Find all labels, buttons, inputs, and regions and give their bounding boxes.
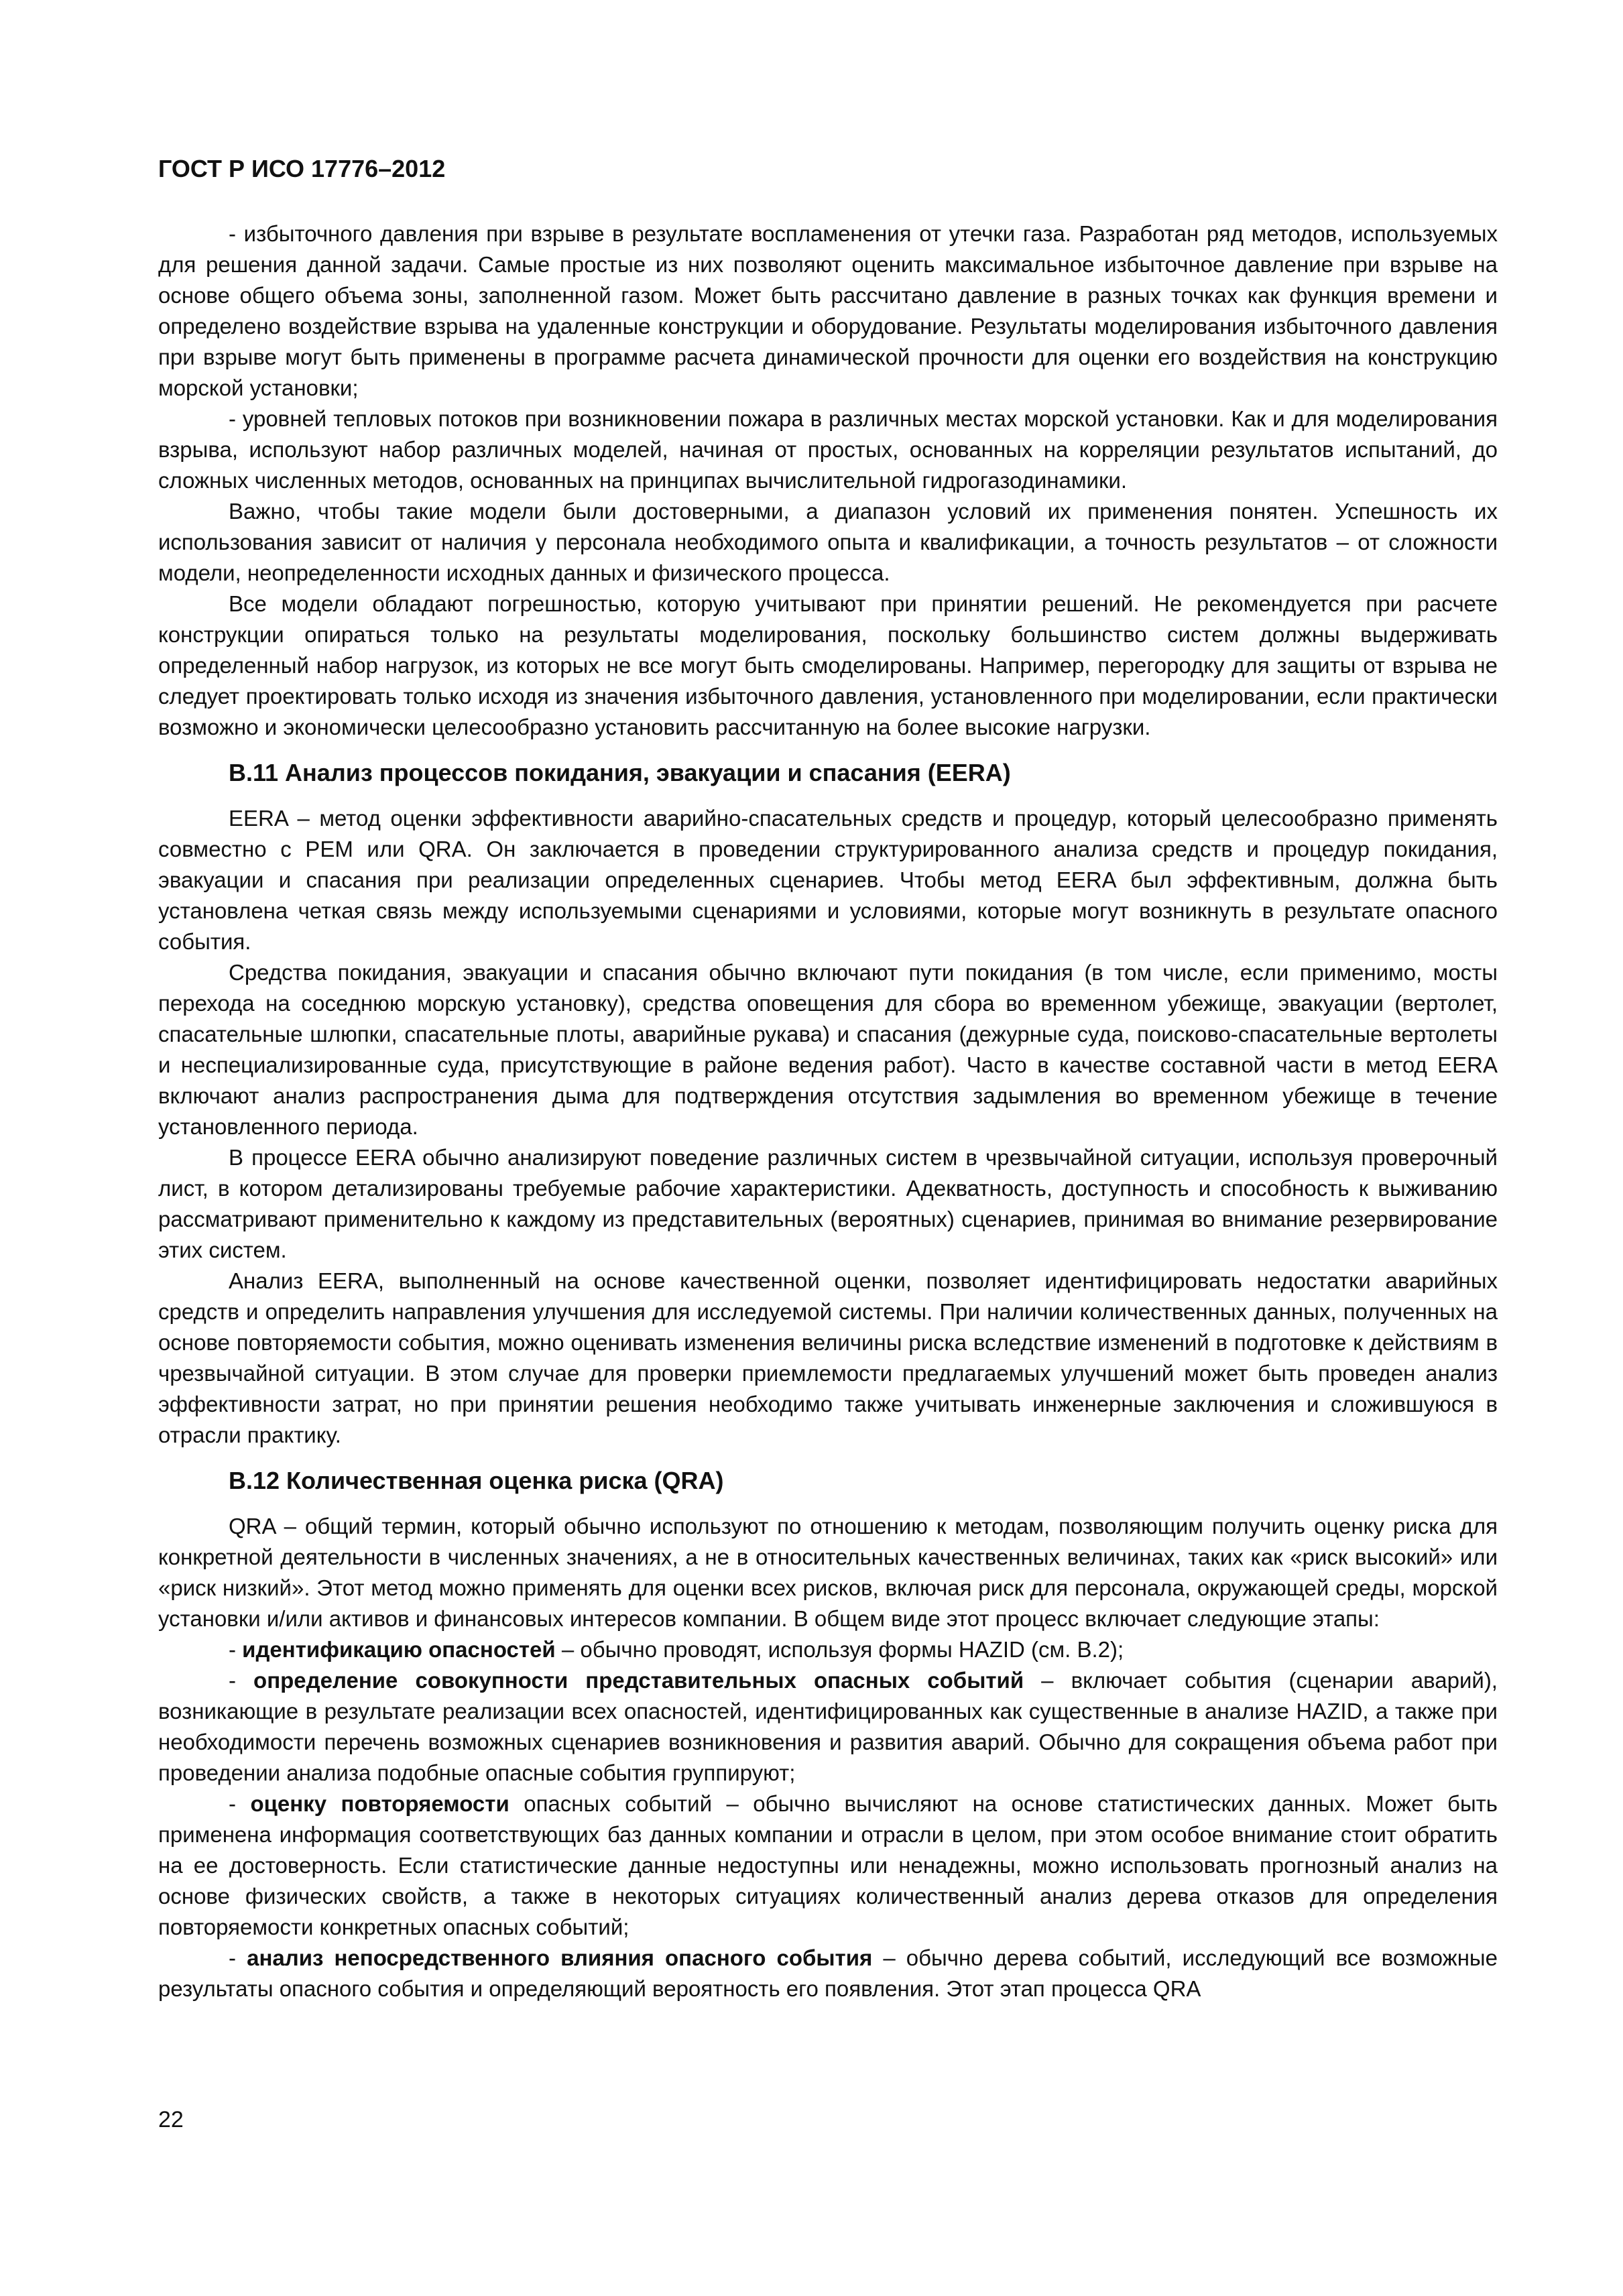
list-item-term: анализ непосредственного влияния опасного события — [247, 1945, 873, 1970]
list-item-term: определение совокупности представительных опасных событий — [253, 1668, 1024, 1693]
paragraph: - уровней тепловых потоков при возникновении пожара в различных местах морской установки. Как и для моделирования взрыва, используют набор различных моделей, начиная от простых, основанных на корреляции результатов испытаний, до сложных численных методов, основанных на принципах вычислительной гидрогазодинамики. — [158, 406, 1498, 493]
paragraph: EERA – метод оценки эффективности аварийно-спасательных средств и процедур, который целесообразно применять совместно с PEM или QRA. Он заключается в проведении структурированного анализа средств и процедур покидания, эвакуации и спасания при реализации определенных сценариев. Чтобы метод EERA был эффективным, должна быть установлена четкая связь между используемыми сценариями и условиями, которые могут возникнуть в результате опасного события. — [158, 806, 1498, 954]
paragraph: Важно, чтобы такие модели были достоверными, а диапазон условий их применения понятен. Успешность их использования зависит от наличия у персонала необходимого опыта и квалификации, а точность результатов – от сложности модели, неопределенности исходных данных и физического процесса. — [158, 499, 1498, 585]
list-item-term: оценку повторяемости — [250, 1791, 509, 1816]
list-item-text: – обычно дерева событий, исследующий все возможные результаты опасного события и определяющий вероятность его появления. Этот этап процесса QRA — [158, 1945, 1498, 2001]
list-item — [158, 1789, 1498, 1943]
section-title-b12: B.12 Количественная оценка риска (QRA) — [229, 1467, 724, 1494]
list-item-text: – включает события (сценарии аварий), возникающие в результате реализации всех опасностей, идентифицированных как существенные в анализе HAZID, а также при необходимости перечень возможных сценариев возникновения и развития аварий. Обычно для сокращения объема работ при проведении анализа подобные опасные события группируют; — [158, 1668, 1498, 1785]
paragraph: QRA – общий термин, который обычно используют по отношению к методам, позволяющим получить оценку риска для конкретной деятельности в численных значениях, а не в относительных качественных величинах, таких как «риск высокий» или «риск низкий». Этот метод можно применять для оценки всех рисков, включая риск для персонала, окружающей среды, морской установки и/или активов и финансовых интересов компании. В общем виде этот процесс включает следующие этапы: — [158, 1514, 1498, 1631]
document-page — [158, 154, 1498, 2004]
list-item — [158, 1634, 1498, 1665]
section-title-b11: B.11 Анализ процессов покидания, эвакуации и спасания (EERA) — [229, 759, 1011, 786]
list-dash: - — [229, 1791, 251, 1816]
list-dash: - — [229, 1637, 243, 1662]
paragraph: Все модели обладают погрешностью, которую учитывают при принятии решений. Не рекомендуется при расчете конструкции опираться только на результаты моделирования, поскольку большинство систем должны выдерживать определенный набор нагрузок, из которых не все могут быть смоделированы. Например, перегородку для защиты от взрыва не следует проектировать только исходя из значения избыточного давления, установленного при моделировании, если практически возможно и экономически целесообразно установить рассчитанную на более высокие нагрузки. — [158, 591, 1498, 739]
list-item — [158, 1665, 1498, 1789]
list-dash: - — [229, 1668, 254, 1693]
list-item-text: – обычно проводят, используя формы HAZID (см. B.2); — [555, 1637, 1124, 1662]
paragraph: Анализ EERA, выполненный на основе качественной оценки, позволяет идентифицировать недостатки аварийных средств и определить направления улучшения для исследуемой системы. При наличии количественных данных, полученных на основе повторяемости события, можно оценивать изменения величины риска вследствие изменений в подготовке к действиям в чрезвычайной ситуации. В этом случае для проверки приемлемости предлагаемых улучшений может быть проведен анализ эффективности затрат, но при принятии решения необходимо также учитывать инженерные заключения и сложившуюся в отрасли практику. — [158, 1268, 1498, 1447]
paragraph: - избыточного давления при взрыве в результате воспламенения от утечки газа. Разработан ряд методов, используемых для решения данной задачи. Самые простые из них позволяют оценить максимальное избыточное давление при взрыве на основе общего объема зоны, заполненной газом. Может быть рассчитано давление в разных точках как функция времени и определено воздействие взрыва на удаленные конструкции и оборудование. Результаты моделирования избыточного давления при взрыве могут быть применены в программе расчета динамической прочности для оценки его воздействия на конструкцию морской установки; — [158, 221, 1498, 400]
paragraph: Средства покидания, эвакуации и спасания обычно включают пути покидания (в том числе, если применимо, мосты перехода на соседнюю морскую установку), средства оповещения для сбора во временном убежище, эвакуации (вертолет, спасательные шлюпки, спасательные плоты, аварийные рукава) и спасания (дежурные суда, поисково-спасательные вертолеты и неспециализированные суда, присутствующие в районе ведения работ). Часто в качестве составной части в метод EERA включают анализ распространения дыма для подтверждения отсутствия задымления во временном убежище в течение установленного периода. — [158, 960, 1498, 1139]
list-item-term: идентификацию опасностей — [242, 1637, 556, 1662]
paragraph: В процессе EERA обычно анализируют поведение различных систем в чрезвычайной ситуации, используя проверочный лист, в котором детализированы требуемые рабочие характеристики. Адекватность, доступность и способность к выживанию рассматривают применительно к каждому из представительных (вероятных) сценариев, принимая во внимание резервирование этих систем. — [158, 1145, 1498, 1262]
list-item-text: опасных событий – обычно вычисляют на основе статистических данных. Может быть применена информация соответствующих баз данных компании и отрасли в целом, при этом особое внимание стоит обратить на ее достоверность. Если статистические данные недоступны или ненадежны, можно использовать прогнозный анализ на основе физических свойств, а также в некоторых ситуациях количественный анализ дерева отказов для определения повторяемости конкретных опасных событий; — [158, 1791, 1498, 1939]
list-item — [158, 1943, 1498, 2004]
document-header: ГОСТ Р ИСО 17776–2012 — [158, 155, 446, 182]
list-dash: - — [229, 1945, 247, 1970]
page-number: 22 — [158, 2107, 184, 2132]
